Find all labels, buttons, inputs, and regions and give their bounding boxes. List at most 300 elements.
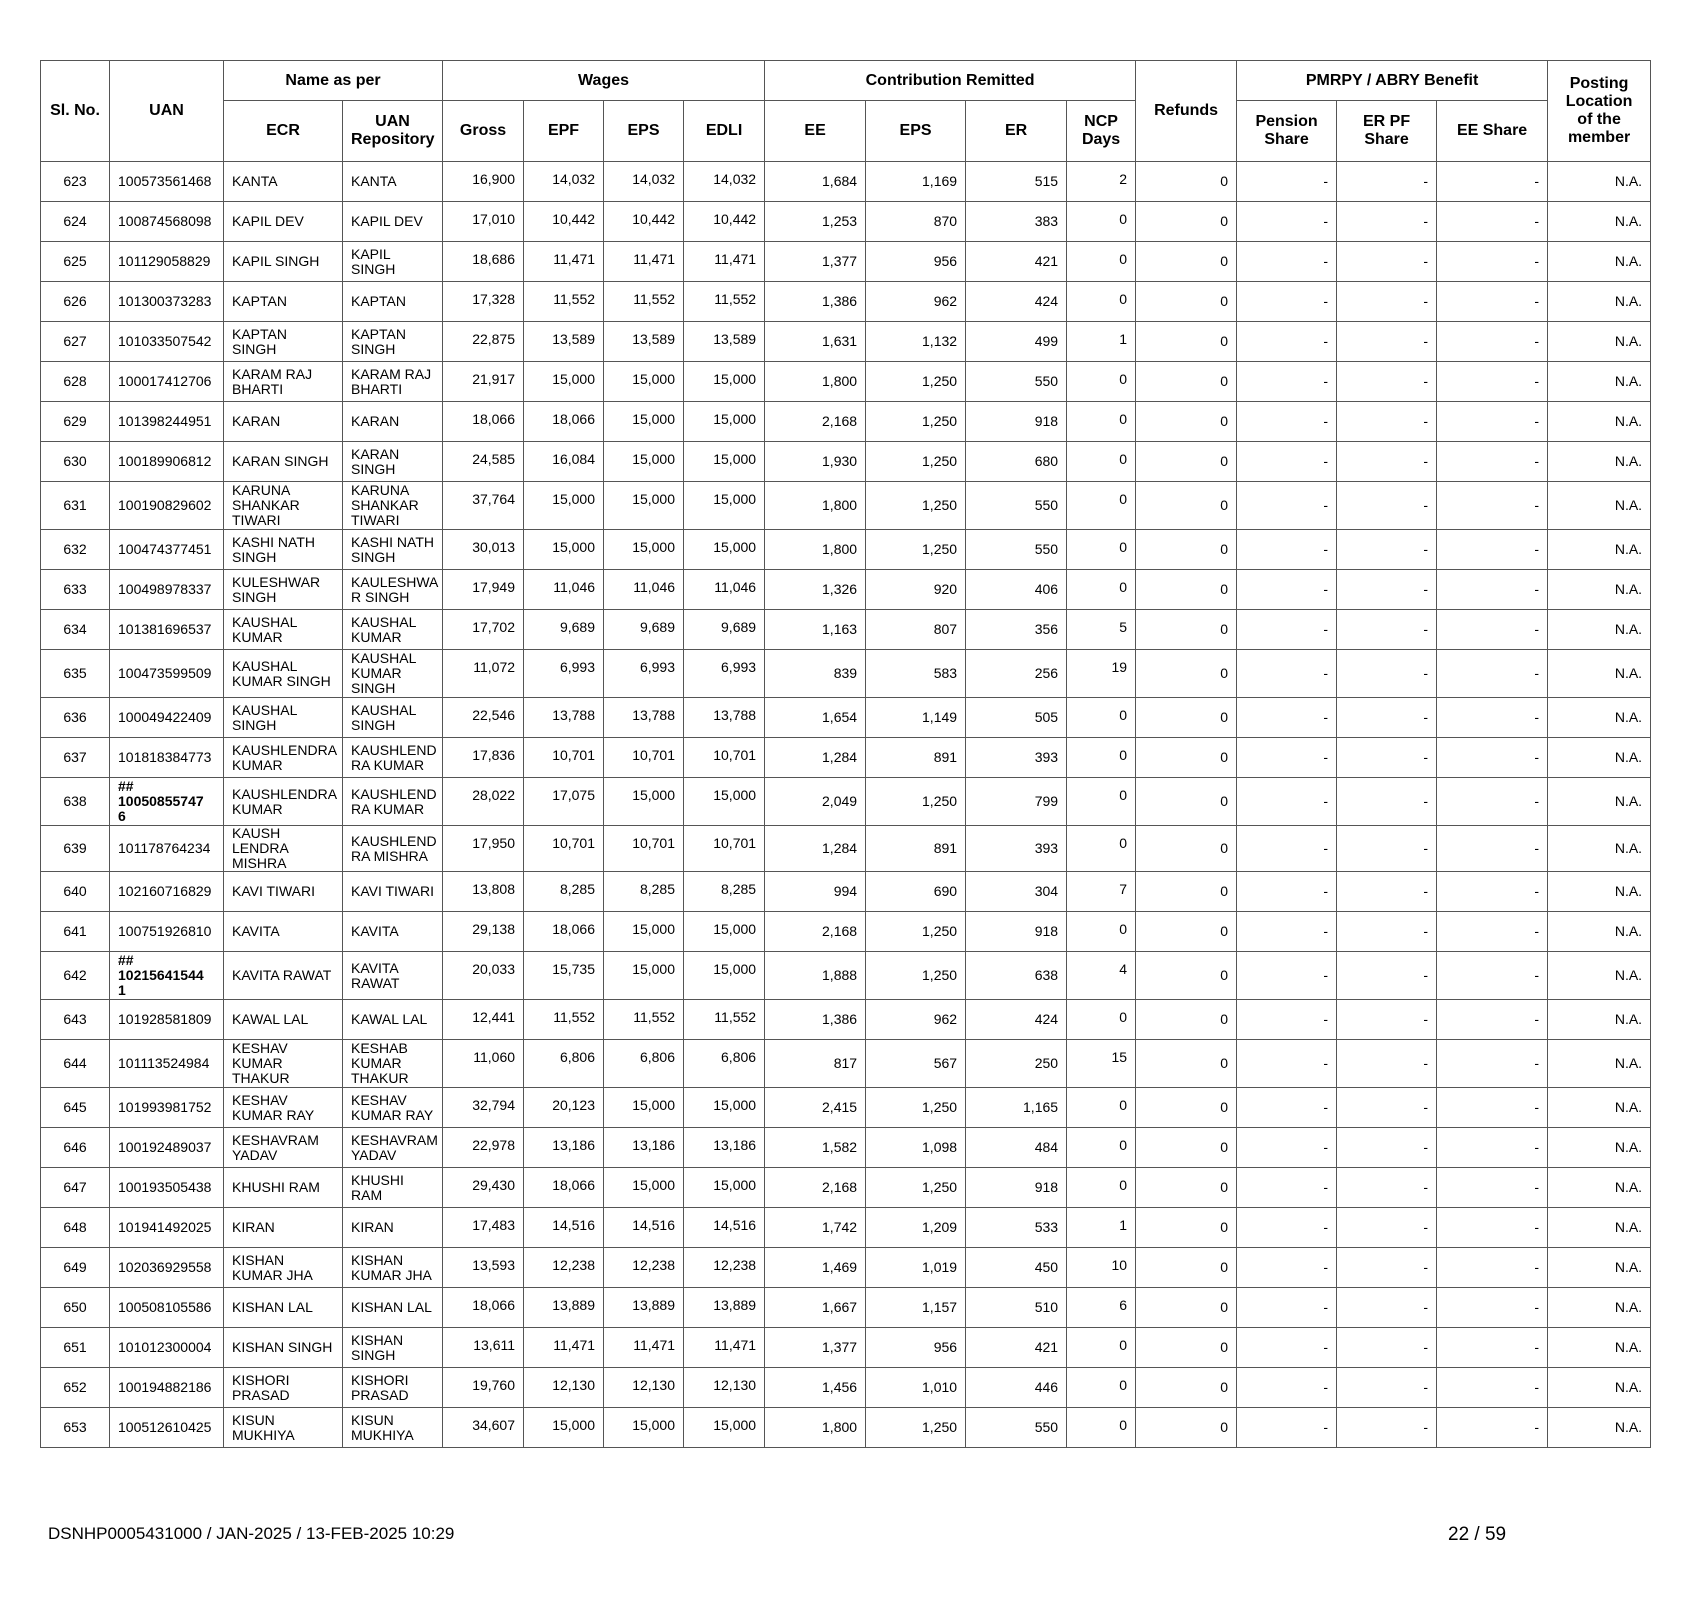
cell-er-pf-share: - [1337, 650, 1437, 698]
cell-gross: 17,010 [443, 202, 524, 242]
cell-posting-location: N.A. [1548, 242, 1651, 282]
cell-uan-repository-name: KARAN SINGH [343, 442, 443, 482]
cell-eps: 15,000 [604, 442, 684, 482]
cell-sl-no: 628 [41, 362, 110, 402]
cell-refunds: 0 [1136, 1088, 1237, 1128]
cell-er: 450 [966, 1248, 1067, 1288]
cell-refunds: 0 [1136, 402, 1237, 442]
cell-gross: 37,764 [443, 482, 524, 530]
cell-uan: 100189906812 [110, 442, 224, 482]
cell-gross: 21,917 [443, 362, 524, 402]
cell-edli: 15,000 [684, 1088, 765, 1128]
cell-ncp-days: 0 [1067, 1368, 1136, 1408]
cell-epf: 12,238 [524, 1248, 604, 1288]
cell-contribution-eps: 1,250 [866, 1408, 966, 1448]
cell-epf: 10,442 [524, 202, 604, 242]
cell-uan-repository-name: KAVITA [343, 912, 443, 952]
cell-contribution-eps: 920 [866, 570, 966, 610]
table-row [41, 282, 1651, 322]
cell-eps: 12,130 [604, 1368, 684, 1408]
cell-ee: 1,800 [765, 530, 866, 570]
cell-sl-no: 653 [41, 1408, 110, 1448]
cell-ncp-days: 0 [1067, 1088, 1136, 1128]
cell-ee: 1,667 [765, 1288, 866, 1328]
cell-sl-no: 641 [41, 912, 110, 952]
cell-uan-repository-name: KISHAN LAL [343, 1288, 443, 1328]
cell-edli: 15,000 [684, 952, 765, 1000]
header-edli: EDLI [684, 101, 765, 162]
cell-uan-repository-name: KAUSHAL SINGH [343, 698, 443, 738]
cell-ncp-days: 0 [1067, 282, 1136, 322]
cell-edli: 10,701 [684, 738, 765, 778]
cell-uan-repository-name: KARAM RAJ BHARTI [343, 362, 443, 402]
cell-ee-share: - [1437, 1128, 1548, 1168]
cell-eps: 13,186 [604, 1128, 684, 1168]
cell-ncp-days: 6 [1067, 1288, 1136, 1328]
cell-edli: 15,000 [684, 1168, 765, 1208]
cell-ee-share: - [1437, 1208, 1548, 1248]
cell-er: 393 [966, 738, 1067, 778]
cell-contribution-eps: 1,250 [866, 1168, 966, 1208]
cell-ee-share: - [1437, 610, 1548, 650]
cell-contribution-eps: 1,019 [866, 1248, 966, 1288]
cell-er-pf-share: - [1337, 402, 1437, 442]
cell-contribution-eps: 891 [866, 738, 966, 778]
cell-er: 393 [966, 826, 1067, 872]
cell-uan-repository-name: KARUNA SHANKAR TIWARI [343, 482, 443, 530]
cell-sl-no: 624 [41, 202, 110, 242]
table-row [41, 952, 1651, 1000]
cell-epf: 13,186 [524, 1128, 604, 1168]
cell-uan: 102036929558 [110, 1248, 224, 1288]
cell-contribution-eps: 1,098 [866, 1128, 966, 1168]
cell-ncp-days: 0 [1067, 778, 1136, 826]
cell-sl-no: 650 [41, 1288, 110, 1328]
cell-er: 550 [966, 362, 1067, 402]
cell-epf: 11,471 [524, 1328, 604, 1368]
cell-eps: 14,032 [604, 162, 684, 202]
cell-uan-repository-name: KASHI NATH SINGH [343, 530, 443, 570]
cell-edli: 11,046 [684, 570, 765, 610]
cell-er: 533 [966, 1208, 1067, 1248]
cell-pension-share: - [1237, 162, 1337, 202]
cell-edli: 14,516 [684, 1208, 765, 1248]
cell-eps: 15,000 [604, 482, 684, 530]
table-row [41, 1248, 1651, 1288]
cell-refunds: 0 [1136, 1168, 1237, 1208]
cell-refunds: 0 [1136, 610, 1237, 650]
cell-er: 250 [966, 1040, 1067, 1088]
cell-refunds: 0 [1136, 872, 1237, 912]
cell-uan-repository-name: KAUSHLEND RA KUMAR [343, 738, 443, 778]
cell-er-pf-share: - [1337, 1208, 1437, 1248]
cell-pension-share: - [1237, 570, 1337, 610]
cell-er: 421 [966, 242, 1067, 282]
cell-posting-location: N.A. [1548, 442, 1651, 482]
cell-ncp-days: 0 [1067, 912, 1136, 952]
cell-er: 515 [966, 162, 1067, 202]
header-ecr: ECR [224, 101, 343, 162]
cell-ee: 2,049 [765, 778, 866, 826]
cell-er-pf-share: - [1337, 778, 1437, 826]
cell-gross: 17,836 [443, 738, 524, 778]
cell-epf: 11,471 [524, 242, 604, 282]
header-er-pf-share: ER PF Share [1337, 101, 1437, 162]
cell-posting-location: N.A. [1548, 1168, 1651, 1208]
cell-posting-location: N.A. [1548, 650, 1651, 698]
cell-uan: 100874568098 [110, 202, 224, 242]
cell-ecr-name: KANTA [224, 162, 343, 202]
cell-uan: 101178764234 [110, 826, 224, 872]
cell-posting-location: N.A. [1548, 912, 1651, 952]
cell-ecr-name: KISUN MUKHIYA [224, 1408, 343, 1448]
table-row [41, 1040, 1651, 1088]
header-contribution-eps: EPS [866, 101, 966, 162]
cell-sl-no: 638 [41, 778, 110, 826]
cell-ecr-name: KISHORI PRASAD [224, 1368, 343, 1408]
cell-er-pf-share: - [1337, 1040, 1437, 1088]
cell-er-pf-share: - [1337, 282, 1437, 322]
cell-ncp-days: 0 [1067, 738, 1136, 778]
cell-sl-no: 647 [41, 1168, 110, 1208]
cell-er: 638 [966, 952, 1067, 1000]
cell-contribution-eps: 891 [866, 826, 966, 872]
cell-pension-share: - [1237, 1368, 1337, 1408]
cell-eps: 15,000 [604, 402, 684, 442]
cell-uan: 101012300004 [110, 1328, 224, 1368]
cell-er: 510 [966, 1288, 1067, 1328]
cell-uan-repository-name: KAULESHWA R SINGH [343, 570, 443, 610]
cell-sl-no: 640 [41, 872, 110, 912]
cell-eps: 15,000 [604, 530, 684, 570]
cell-eps: 11,552 [604, 282, 684, 322]
cell-edli: 15,000 [684, 912, 765, 952]
cell-refunds: 0 [1136, 698, 1237, 738]
header-wages: Wages [443, 61, 765, 101]
cell-epf: 11,046 [524, 570, 604, 610]
cell-edli: 6,993 [684, 650, 765, 698]
cell-sl-no: 636 [41, 698, 110, 738]
cell-ncp-days: 0 [1067, 1000, 1136, 1040]
cell-ecr-name: KHUSHI RAM [224, 1168, 343, 1208]
cell-epf: 14,516 [524, 1208, 604, 1248]
cell-ecr-name: KISHAN SINGH [224, 1328, 343, 1368]
cell-ecr-name: KAVITA RAWAT [224, 952, 343, 1000]
cell-epf: 18,066 [524, 402, 604, 442]
cell-contribution-eps: 1,250 [866, 530, 966, 570]
cell-ee-share: - [1437, 872, 1548, 912]
cell-edli: 15,000 [684, 530, 765, 570]
cell-edli: 13,788 [684, 698, 765, 738]
cell-edli: 6,806 [684, 1040, 765, 1088]
cell-epf: 18,066 [524, 912, 604, 952]
cell-contribution-eps: 1,250 [866, 952, 966, 1000]
cell-uan-repository-name: KAPIL DEV [343, 202, 443, 242]
table-row [41, 1208, 1651, 1248]
table-row [41, 362, 1651, 402]
cell-er-pf-share: - [1337, 570, 1437, 610]
cell-gross: 34,607 [443, 1408, 524, 1448]
cell-epf: 15,000 [524, 530, 604, 570]
cell-ee: 1,163 [765, 610, 866, 650]
cell-contribution-eps: 1,250 [866, 442, 966, 482]
cell-gross: 24,585 [443, 442, 524, 482]
cell-gross: 22,546 [443, 698, 524, 738]
cell-pension-share: - [1237, 1128, 1337, 1168]
cell-uan-repository-name: KAPIL SINGH [343, 242, 443, 282]
cell-posting-location: N.A. [1548, 610, 1651, 650]
cell-edli: 11,471 [684, 1328, 765, 1368]
cell-posting-location: N.A. [1548, 698, 1651, 738]
cell-er-pf-share: - [1337, 242, 1437, 282]
cell-posting-location: N.A. [1548, 1368, 1651, 1408]
cell-pension-share: - [1237, 1000, 1337, 1040]
cell-gross: 11,060 [443, 1040, 524, 1088]
cell-ee: 2,168 [765, 402, 866, 442]
cell-gross: 13,593 [443, 1248, 524, 1288]
cell-sl-no: 644 [41, 1040, 110, 1088]
cell-er: 550 [966, 530, 1067, 570]
cell-contribution-eps: 1,149 [866, 698, 966, 738]
cell-eps: 12,238 [604, 1248, 684, 1288]
cell-eps: 14,516 [604, 1208, 684, 1248]
cell-ecr-name: KAVI TIWARI [224, 872, 343, 912]
cell-ee-share: - [1437, 482, 1548, 530]
cell-eps: 15,000 [604, 1168, 684, 1208]
cell-gross: 22,978 [443, 1128, 524, 1168]
cell-ncp-days: 7 [1067, 872, 1136, 912]
cell-sl-no: 623 [41, 162, 110, 202]
cell-ee: 1,377 [765, 1328, 866, 1368]
cell-ecr-name: KARUNA SHANKAR TIWARI [224, 482, 343, 530]
cell-eps: 15,000 [604, 912, 684, 952]
cell-epf: 10,701 [524, 826, 604, 872]
cell-uan: 100190829602 [110, 482, 224, 530]
cell-contribution-eps: 1,209 [866, 1208, 966, 1248]
cell-refunds: 0 [1136, 282, 1237, 322]
ecr-contribution-table [40, 60, 1651, 1448]
cell-uan-repository-name: KISHORI PRASAD [343, 1368, 443, 1408]
cell-uan: ## 10215641544 1 [110, 952, 224, 1000]
cell-sl-no: 649 [41, 1248, 110, 1288]
cell-eps: 10,442 [604, 202, 684, 242]
cell-eps: 9,689 [604, 610, 684, 650]
cell-ncp-days: 0 [1067, 530, 1136, 570]
cell-uan: 101941492025 [110, 1208, 224, 1248]
cell-ee-share: - [1437, 162, 1548, 202]
cell-refunds: 0 [1136, 778, 1237, 826]
cell-ecr-name: KARAM RAJ BHARTI [224, 362, 343, 402]
cell-eps: 13,589 [604, 322, 684, 362]
cell-ee: 1,654 [765, 698, 866, 738]
table-row [41, 322, 1651, 362]
cell-edli: 13,589 [684, 322, 765, 362]
cell-er-pf-share: - [1337, 162, 1437, 202]
cell-ee-share: - [1437, 698, 1548, 738]
cell-uan-repository-name: KAWAL LAL [343, 1000, 443, 1040]
cell-ee-share: - [1437, 826, 1548, 872]
cell-er-pf-share: - [1337, 1408, 1437, 1448]
cell-ncp-days: 4 [1067, 952, 1136, 1000]
cell-refunds: 0 [1136, 952, 1237, 1000]
cell-pension-share: - [1237, 530, 1337, 570]
cell-ncp-days: 0 [1067, 826, 1136, 872]
cell-ecr-name: KAVITA [224, 912, 343, 952]
cell-epf: 16,084 [524, 442, 604, 482]
cell-ncp-days: 0 [1067, 570, 1136, 610]
cell-er-pf-share: - [1337, 530, 1437, 570]
cell-ee: 1,469 [765, 1248, 866, 1288]
cell-edli: 15,000 [684, 442, 765, 482]
cell-contribution-eps: 807 [866, 610, 966, 650]
cell-er-pf-share: - [1337, 1328, 1437, 1368]
cell-ee-share: - [1437, 778, 1548, 826]
cell-epf: 12,130 [524, 1368, 604, 1408]
cell-pension-share: - [1237, 650, 1337, 698]
cell-edli: 12,130 [684, 1368, 765, 1408]
cell-uan-repository-name: KAUSHLEND RA KUMAR [343, 778, 443, 826]
cell-uan: 100194882186 [110, 1368, 224, 1408]
cell-contribution-eps: 567 [866, 1040, 966, 1088]
table-row [41, 1168, 1651, 1208]
cell-ecr-name: KESHAV KUMAR THAKUR [224, 1040, 343, 1088]
cell-eps: 15,000 [604, 362, 684, 402]
cell-ee-share: - [1437, 738, 1548, 778]
header-er: ER [966, 101, 1067, 162]
cell-ee-share: - [1437, 282, 1548, 322]
cell-er: 406 [966, 570, 1067, 610]
cell-uan: 100473599509 [110, 650, 224, 698]
table-row [41, 1368, 1651, 1408]
cell-ecr-name: KAPIL SINGH [224, 242, 343, 282]
cell-contribution-eps: 1,250 [866, 912, 966, 952]
table-row [41, 162, 1651, 202]
cell-posting-location: N.A. [1548, 282, 1651, 322]
cell-sl-no: 633 [41, 570, 110, 610]
cell-pension-share: - [1237, 1288, 1337, 1328]
cell-gross: 17,702 [443, 610, 524, 650]
cell-ncp-days: 0 [1067, 202, 1136, 242]
cell-ee: 817 [765, 1040, 866, 1088]
cell-pension-share: - [1237, 1408, 1337, 1448]
cell-sl-no: 643 [41, 1000, 110, 1040]
cell-ee: 1,284 [765, 826, 866, 872]
cell-refunds: 0 [1136, 1288, 1237, 1328]
cell-ecr-name: KAUSHAL SINGH [224, 698, 343, 738]
cell-uan-repository-name: KHUSHI RAM [343, 1168, 443, 1208]
cell-posting-location: N.A. [1548, 1288, 1651, 1328]
cell-pension-share: - [1237, 202, 1337, 242]
table-row [41, 1288, 1651, 1328]
header-uan-repository: UAN Repository [343, 101, 443, 162]
cell-pension-share: - [1237, 826, 1337, 872]
cell-sl-no: 627 [41, 322, 110, 362]
cell-epf: 9,689 [524, 610, 604, 650]
cell-ee-share: - [1437, 1040, 1548, 1088]
cell-pension-share: - [1237, 322, 1337, 362]
cell-refunds: 0 [1136, 530, 1237, 570]
header-gross: Gross [443, 101, 524, 162]
cell-sl-no: 639 [41, 826, 110, 872]
cell-er-pf-share: - [1337, 1000, 1437, 1040]
cell-contribution-eps: 1,157 [866, 1288, 966, 1328]
cell-uan-repository-name: KANTA [343, 162, 443, 202]
cell-contribution-eps: 1,169 [866, 162, 966, 202]
cell-sl-no: 635 [41, 650, 110, 698]
cell-uan: ## 10050855747 6 [110, 778, 224, 826]
cell-eps: 10,701 [604, 738, 684, 778]
table-body [41, 162, 1651, 1448]
cell-pension-share: - [1237, 242, 1337, 282]
cell-uan: 100508105586 [110, 1288, 224, 1328]
cell-ecr-name: KAPTAN SINGH [224, 322, 343, 362]
cell-ncp-days: 0 [1067, 242, 1136, 282]
cell-uan-repository-name: KAUSHLEND RA MISHRA [343, 826, 443, 872]
cell-ee-share: - [1437, 362, 1548, 402]
cell-posting-location: N.A. [1548, 1248, 1651, 1288]
cell-posting-location: N.A. [1548, 1040, 1651, 1088]
cell-ee-share: - [1437, 1088, 1548, 1128]
cell-ncp-days: 0 [1067, 1328, 1136, 1368]
cell-eps: 15,000 [604, 952, 684, 1000]
cell-ee-share: - [1437, 570, 1548, 610]
cell-edli: 14,032 [684, 162, 765, 202]
cell-ecr-name: KAUSHLENDRA KUMAR [224, 738, 343, 778]
table-row [41, 202, 1651, 242]
cell-eps: 6,806 [604, 1040, 684, 1088]
header-eps: EPS [604, 101, 684, 162]
cell-ecr-name: KAUSH LENDRA MISHRA [224, 826, 343, 872]
cell-gross: 16,900 [443, 162, 524, 202]
cell-ecr-name: KESHAVRAM YADAV [224, 1128, 343, 1168]
cell-ncp-days: 0 [1067, 442, 1136, 482]
cell-ee: 1,284 [765, 738, 866, 778]
cell-epf: 6,993 [524, 650, 604, 698]
cell-er-pf-share: - [1337, 362, 1437, 402]
cell-ee: 1,631 [765, 322, 866, 362]
cell-eps: 11,471 [604, 1328, 684, 1368]
cell-contribution-eps: 583 [866, 650, 966, 698]
cell-uan-repository-name: KAPTAN [343, 282, 443, 322]
cell-posting-location: N.A. [1548, 202, 1651, 242]
cell-gross: 13,808 [443, 872, 524, 912]
cell-er-pf-share: - [1337, 872, 1437, 912]
cell-contribution-eps: 962 [866, 1000, 966, 1040]
cell-uan-repository-name: KAVI TIWARI [343, 872, 443, 912]
cell-epf: 13,589 [524, 322, 604, 362]
cell-refunds: 0 [1136, 242, 1237, 282]
cell-posting-location: N.A. [1548, 952, 1651, 1000]
cell-er-pf-share: - [1337, 1088, 1437, 1128]
table-row [41, 912, 1651, 952]
cell-pension-share: - [1237, 1208, 1337, 1248]
cell-sl-no: 625 [41, 242, 110, 282]
cell-ee: 1,684 [765, 162, 866, 202]
table-row [41, 872, 1651, 912]
cell-edli: 11,552 [684, 282, 765, 322]
cell-pension-share: - [1237, 912, 1337, 952]
table-row [41, 826, 1651, 872]
table-row [41, 698, 1651, 738]
cell-refunds: 0 [1136, 162, 1237, 202]
cell-refunds: 0 [1136, 912, 1237, 952]
cell-er-pf-share: - [1337, 912, 1437, 952]
cell-edli: 10,442 [684, 202, 765, 242]
cell-contribution-eps: 690 [866, 872, 966, 912]
cell-uan: 100474377451 [110, 530, 224, 570]
cell-gross: 17,483 [443, 1208, 524, 1248]
cell-edli: 15,000 [684, 362, 765, 402]
